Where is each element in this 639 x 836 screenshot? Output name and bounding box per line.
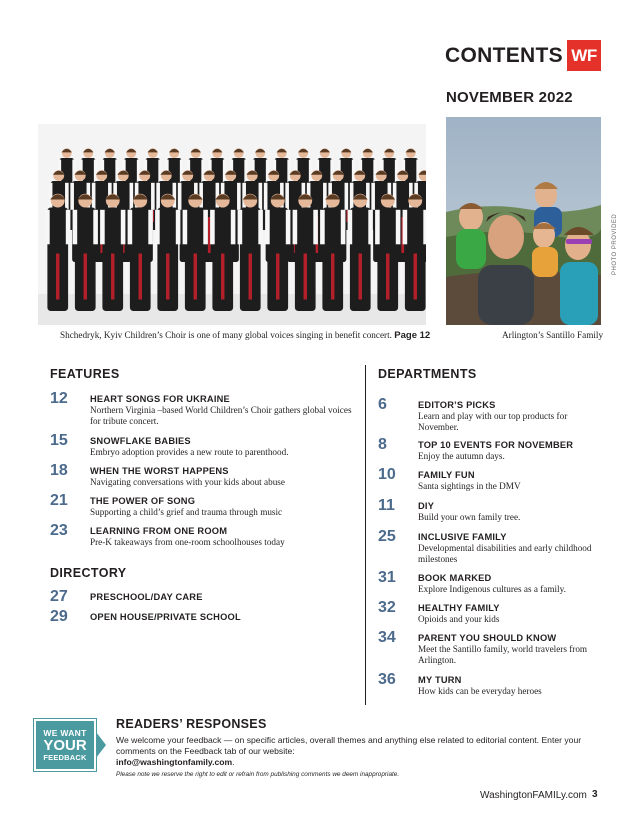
department-description: Meet the Santillo family, world travelers from Arlington. [418, 644, 588, 665]
choir-singer [293, 194, 318, 311]
feature-title: THE POWER OF SONG [90, 496, 196, 506]
department-title: MY TURN [418, 675, 462, 685]
department-entry[interactable] [378, 529, 598, 565]
feature-page-number: 21 [50, 492, 68, 509]
department-entry[interactable] [378, 600, 598, 625]
choir-singer [155, 194, 180, 311]
department-title: TOP 10 EVENTS FOR NOVEMBER [418, 440, 574, 450]
directory-page-number: 29 [50, 608, 68, 625]
department-page-number: 36 [378, 671, 396, 688]
department-page-number: 10 [378, 466, 396, 483]
department-description: Opioids and your kids [418, 614, 500, 624]
department-page-number: 34 [378, 629, 396, 646]
choir-illustration [38, 124, 426, 325]
choir-photo [38, 124, 426, 325]
department-title: PARENT YOU SHOULD KNOW [418, 633, 557, 643]
readers-responses-heading: READERS’ RESPONSES [116, 717, 267, 731]
choir-singer [375, 194, 400, 311]
choir-singer [100, 194, 125, 311]
departments-heading: DEPARTMENTS [378, 367, 477, 381]
directory-heading: DIRECTORY [50, 566, 127, 580]
family-caption: Arlington’s Santillo Family [502, 330, 604, 340]
directory-title: PRESCHOOL/DAY CARE [90, 592, 203, 602]
family-illustration [446, 117, 601, 325]
department-title: BOOK MARKED [418, 573, 492, 583]
department-title: HEALTHY FAMILY [418, 603, 500, 613]
directory-page-number: 27 [50, 588, 68, 605]
feature-entry[interactable] [50, 391, 360, 427]
choir-singer [210, 194, 235, 311]
department-title: EDITOR’S PICKS [418, 400, 496, 410]
department-page-number: 8 [378, 436, 387, 453]
choir-singer [183, 194, 208, 311]
feature-description: Navigating conversations with your kids about abuse [90, 477, 285, 487]
department-title: FAMILY FUN [418, 470, 475, 480]
feedback-badge[interactable] [34, 719, 96, 771]
department-entry[interactable] [378, 570, 598, 595]
department-entry[interactable] [378, 397, 598, 433]
choir-caption [60, 330, 430, 341]
choir-singer [403, 194, 426, 311]
feature-title: HEART SONGS FOR UKRAINE [90, 394, 230, 404]
feature-description: Embryo adoption provides a new route to parenthood. [90, 447, 289, 457]
feature-description: Pre-K takeaways from one-room schoolhouses today [90, 537, 285, 547]
department-page-number: 6 [378, 396, 387, 413]
feature-entry[interactable] [50, 433, 289, 458]
footer-page-number: 3 [592, 789, 598, 800]
department-entry[interactable] [378, 630, 598, 666]
page-title: CONTENTS [445, 44, 563, 67]
feedback-badge-line2: YOUR [43, 737, 87, 754]
choir-singer [348, 194, 373, 311]
wf-logo: WF [567, 40, 601, 71]
feature-entry[interactable] [50, 523, 285, 548]
department-page-number: 11 [378, 497, 395, 514]
feedback-email-link[interactable]: info@washingtonfamily.com [116, 757, 233, 767]
feedback-badge-line1: WE WANT [43, 728, 87, 738]
email-period: . [232, 757, 235, 767]
department-description: Santa sightings in the DMV [418, 481, 521, 491]
feature-title: LEARNING FROM ONE ROOM [90, 526, 228, 536]
department-entry[interactable] [378, 467, 598, 492]
directory-title: OPEN HOUSE/PRIVATE SCHOOL [90, 612, 241, 622]
feature-entry[interactable] [50, 493, 282, 518]
photo-credit: PHOTO PROVIDED [612, 213, 618, 275]
feature-description: Supporting a child’s grief and trauma through music [90, 507, 283, 517]
features-heading: FEATURES [50, 367, 120, 381]
choir-singer [45, 194, 70, 311]
feature-title: WHEN THE WORST HAPPENS [90, 466, 229, 476]
department-page-number: 25 [378, 528, 396, 545]
department-description: Learn and play with our top products for November. [418, 411, 568, 432]
feature-page-number: 23 [50, 522, 68, 539]
column-divider [365, 365, 366, 705]
department-description: Build your own family tree. [418, 512, 521, 522]
department-description: Explore Indigenous cultures as a family. [418, 584, 566, 594]
issue-date: NOVEMBER 2022 [446, 89, 573, 106]
choir-caption-page-link[interactable]: Page 12 [394, 330, 431, 341]
feedback-badge-line3: FEEDBACK [43, 753, 87, 762]
feature-page-number: 18 [50, 462, 68, 479]
choir-singer [265, 194, 290, 311]
choir-singer [320, 194, 345, 311]
department-description: How kids can be everyday heroes [418, 686, 542, 696]
family-photo [446, 117, 601, 325]
department-entry[interactable] [378, 498, 598, 523]
department-description: Enjoy the autumn days. [418, 451, 505, 461]
feature-page-number: 15 [50, 432, 68, 449]
department-title: INCLUSIVE FAMILY [418, 532, 507, 542]
department-page-number: 32 [378, 599, 396, 616]
department-entry[interactable] [378, 437, 598, 462]
choir-singer [128, 194, 153, 311]
department-title: DIY [418, 501, 435, 511]
readers-responses-body [116, 735, 600, 768]
readers-body-text: We welcome your feedback — on specific articles, overall themes and anything else related to editorial content. Enter your comments on the Feedback tab of our website: [116, 735, 582, 756]
choir-singer [238, 194, 263, 311]
footer-website[interactable]: WashingtonFAMILy.com [480, 790, 587, 801]
feature-page-number: 12 [50, 390, 68, 407]
department-description: Developmental disabilities and early childhood milestones [418, 543, 592, 564]
feedback-arrow-icon [96, 732, 106, 758]
directory-entry[interactable] [50, 609, 241, 625]
choir-caption-text: Shchedryk, Kyiv Children’s Choir is one of many global voices singing in benefit concert. [60, 330, 392, 340]
directory-entry[interactable] [50, 589, 203, 605]
department-entry[interactable] [378, 672, 598, 697]
feature-title: SNOWFLAKE BABIES [90, 436, 191, 446]
department-page-number: 31 [378, 569, 396, 586]
readers-note: Please note we reserve the right to edit or refrain from publishing comments we deem inappropriate. [116, 771, 400, 778]
choir-singer [73, 194, 98, 311]
feature-entry[interactable] [50, 463, 285, 488]
feature-description: Northern Virginia –based World Children’s Choir gathers global voices for tribute concert. [90, 405, 352, 426]
